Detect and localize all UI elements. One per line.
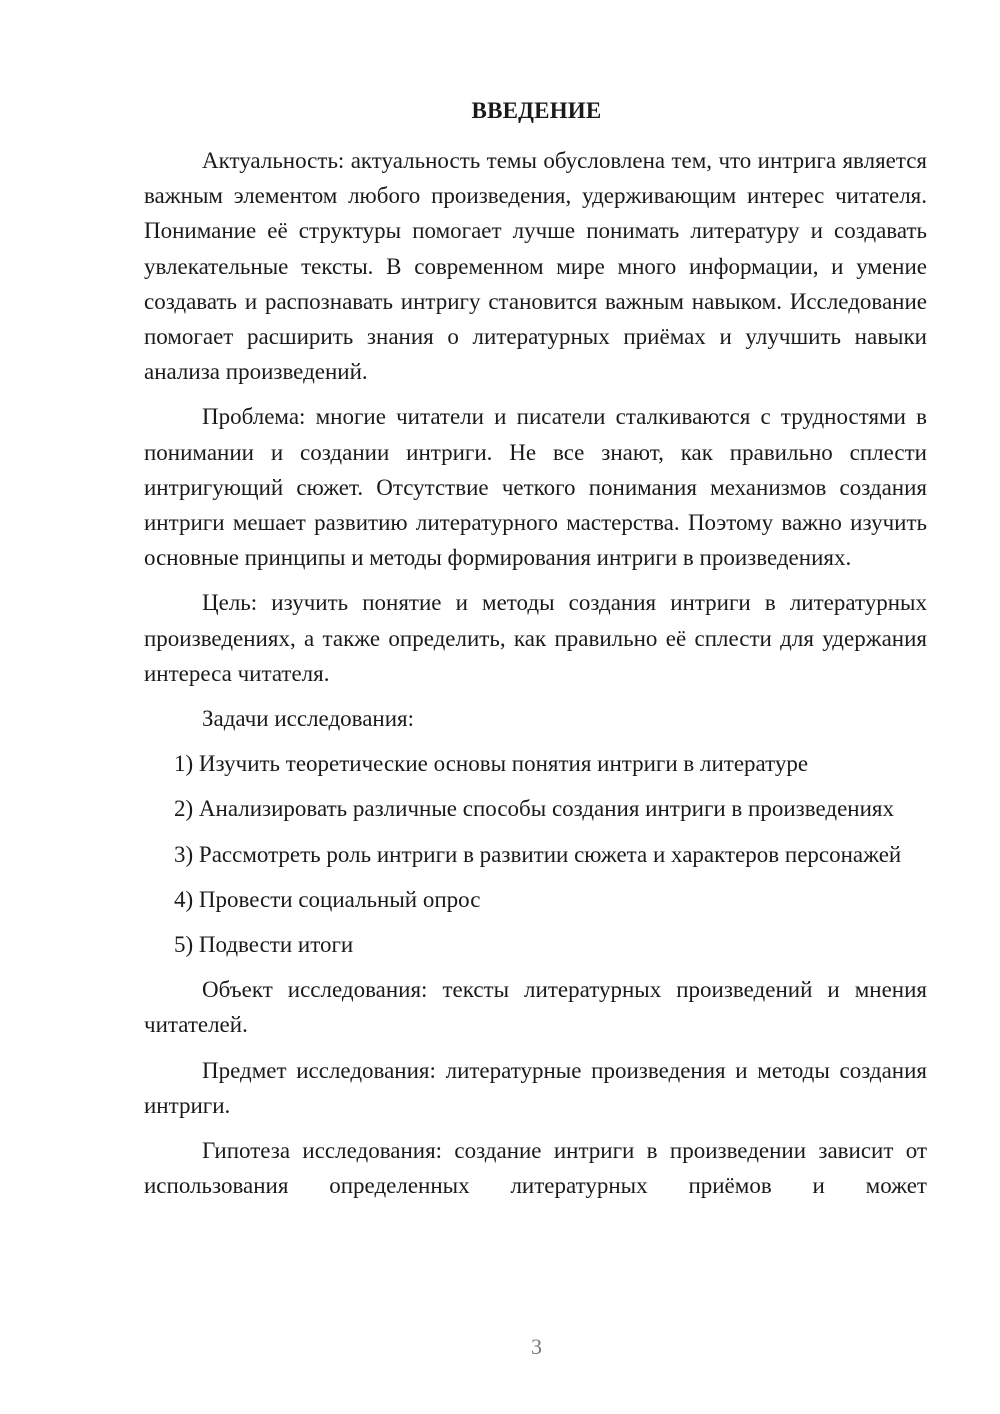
problem-paragraph: Проблема: многие читатели и писатели сталкиваются с трудностями в понимании и создании интриги. Не все знают, как правильно сплести интригующий сюжет. Отсутствие четкого понимания механизмов создания интриги мешает развитию литературного мастерства. Поэтому важно изучить основные принципы и методы формирования интриги в произведениях. — [144, 404, 927, 571]
tasks-heading: Задачи исследования: — [202, 706, 415, 732]
task-item: 5) Подвести итоги — [174, 932, 354, 958]
task-item: 4) Провести социальный опрос — [174, 886, 481, 912]
object-paragraph: Объект исследования: тексты литературных произведений и мнения читателей. — [144, 977, 927, 1038]
subject-paragraph: Предмет исследования: литературные произведения и методы создания интриги. — [144, 1057, 927, 1118]
document-body — [144, 143, 927, 1213]
task-item: 2) Анализировать различные способы создания интриги в произведениях — [174, 796, 894, 822]
hypothesis-paragraph: Гипотеза исследования: создание интриги в произведении зависит от использования определенных литературных приёмов и может — [144, 1138, 927, 1199]
relevance-paragraph: Актуальность: актуальность темы обусловлена тем, что интрига является важным элементом любого произведения, удерживающим интерес читателя. Понимание её структуры помогает лучше понимать литературу и создавать увлекательные тексты. В современном мире много информации, и умение создавать и распознавать интригу становится важным навыком. Исследование помогает расширить знания о литературных приёмах и улучшить навыки анализа произведений. — [144, 148, 927, 385]
goal-paragraph: Цель: изучить понятие и методы создания интриги в литературных произведениях, а также определить, как правильно её сплести для удержания интереса читателя. — [144, 590, 927, 686]
task-item: 3) Рассмотреть роль интриги в развитии сюжета и характеров персонажей — [174, 841, 902, 867]
page-title: ВВЕДЕНИЕ — [471, 98, 602, 123]
page-number: 3 — [531, 1334, 542, 1359]
task-item: 1) Изучить теоретические основы понятия интриги в литературе — [174, 751, 809, 777]
